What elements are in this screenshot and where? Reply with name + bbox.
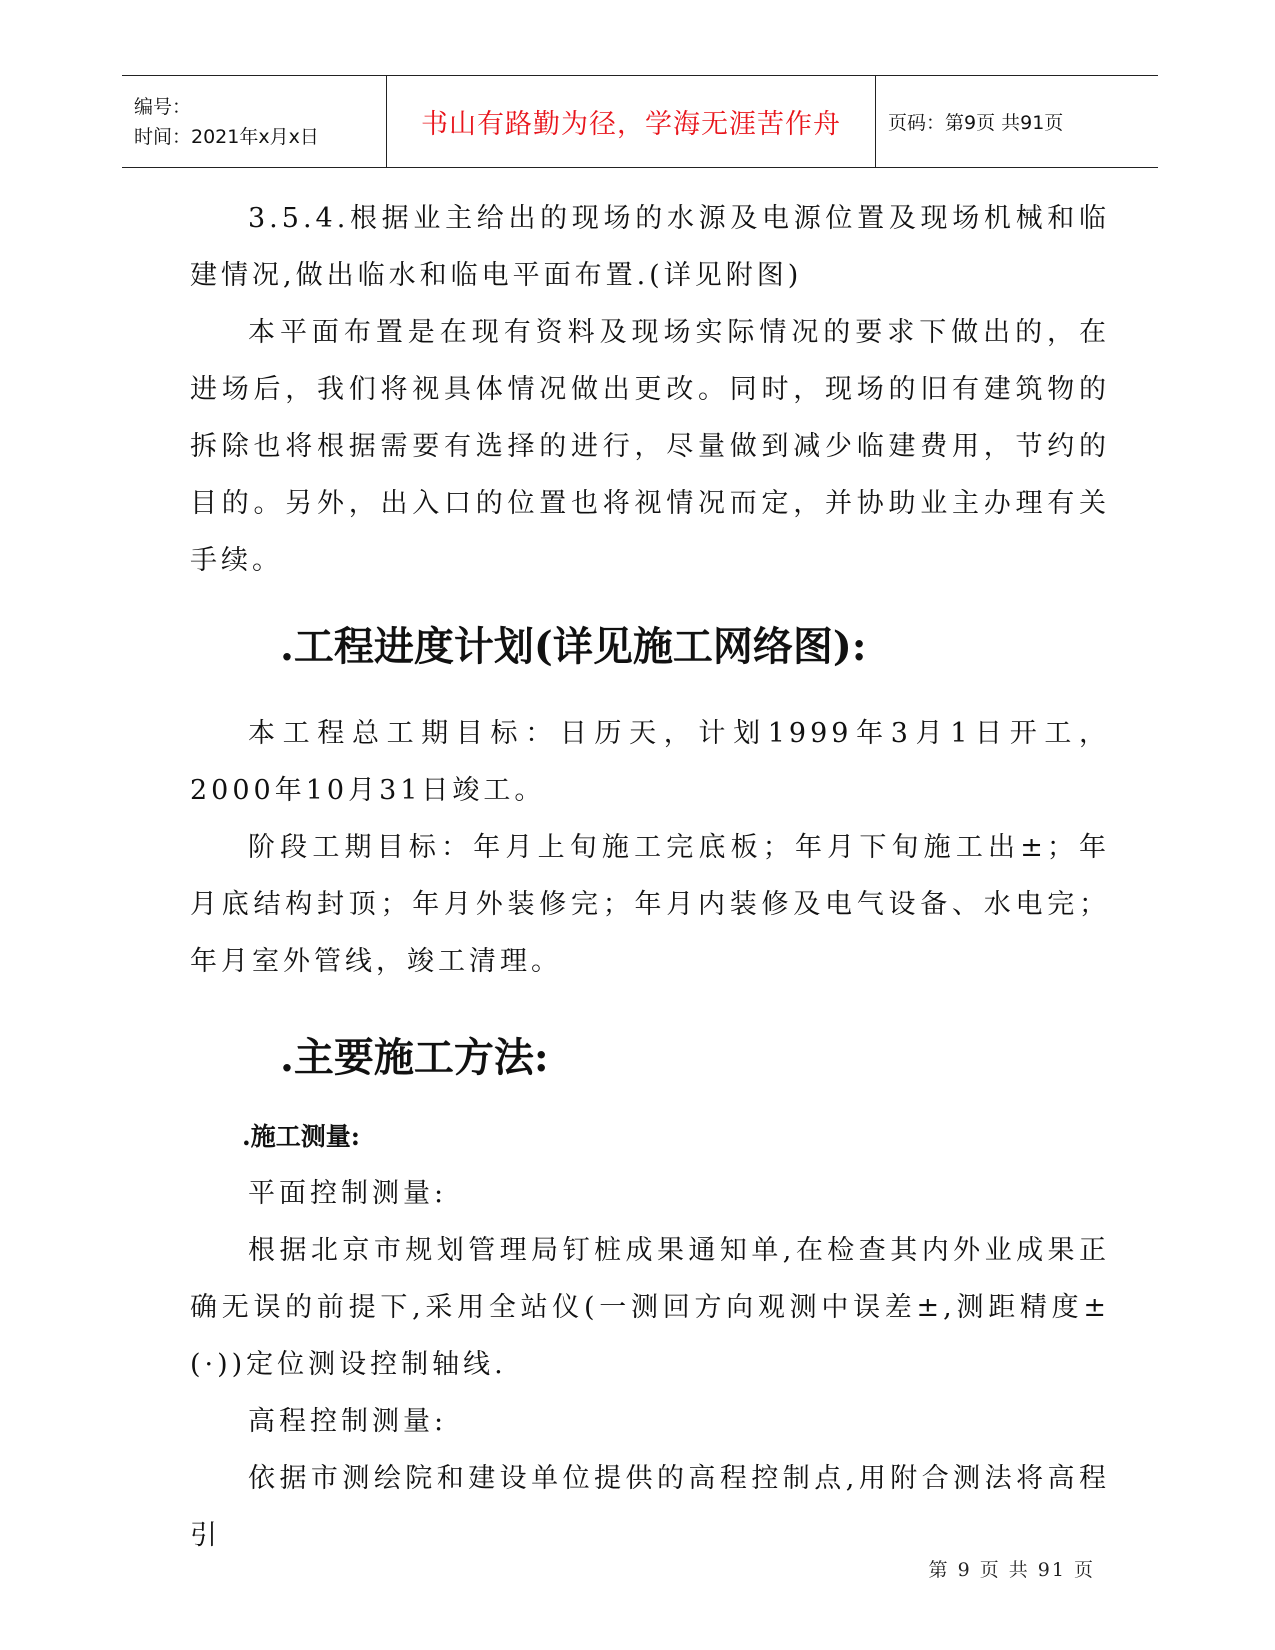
header-page-cell [876,76,1158,167]
header-page-info: 页码：第9页 共91页 [888,112,1064,134]
section-heading-schedule: .工程进度计划(详见施工网络图): [280,623,867,670]
paragraph-total-schedule: 本工程总工期目标：日历天，计划1999年3月1日开工，2000年10月31日竣工。 [190,718,1110,806]
header-left-cell [122,76,386,167]
paragraph-elevation-control-detail: 依据市测绘院和建设单位提供的高程控制点,用附合测法将高程引 [190,1463,1110,1551]
document-number-label: 编号： [134,95,192,118]
paragraph-plane-control: 平面控制测量: [248,1178,448,1209]
paragraph-stage-schedule: 阶段工期目标：年月上旬施工完底板；年月下旬施工出±；年月底结构封顶；年月外装修完；年月内装修及电气设备、水电完；年月室外管线，竣工清理。 [190,832,1110,977]
document-body [190,190,1110,1564]
paragraph-site-layout: 3.5.4.根据业主给出的现场的水源及电源位置及现场机械和临建情况,做出临水和临电平面布置.(详见附图) [190,203,1110,291]
paragraph-plane-control-detail: 根据北京市规划管理局钉桩成果通知单,在检查其内外业成果正确无误的前提下,采用全站仪(一测回方向观测中误差±,测距精度±(·))定位测设控制轴线. [190,1235,1110,1380]
paragraph-elevation-control: 高程控制测量: [248,1406,448,1437]
subsection-heading-survey: .施工测量: [242,1122,360,1151]
header-motto: 书山有路勤为径，学海无涯苦作舟 [421,109,841,140]
document-time-label: 时间：2021年x月x日 [134,125,319,148]
paragraph-layout-note: 本平面布置是在现有资料及现场实际情况的要求下做出的，在进场后，我们将视具体情况做出更改。同时，现场的旧有建筑物的拆除也将根据需要有选择的进行，尽量做到减少临建费用，节约的目的。另外，出入口的位置也将视情况而定，并协助业主办理有关手续。 [190,317,1110,576]
section-heading-methods: .主要施工方法: [280,1034,549,1081]
page-footer: 第 9 页 共 91 页 [928,1559,1095,1581]
header-table [122,75,1158,168]
header-motto-cell [386,76,876,167]
